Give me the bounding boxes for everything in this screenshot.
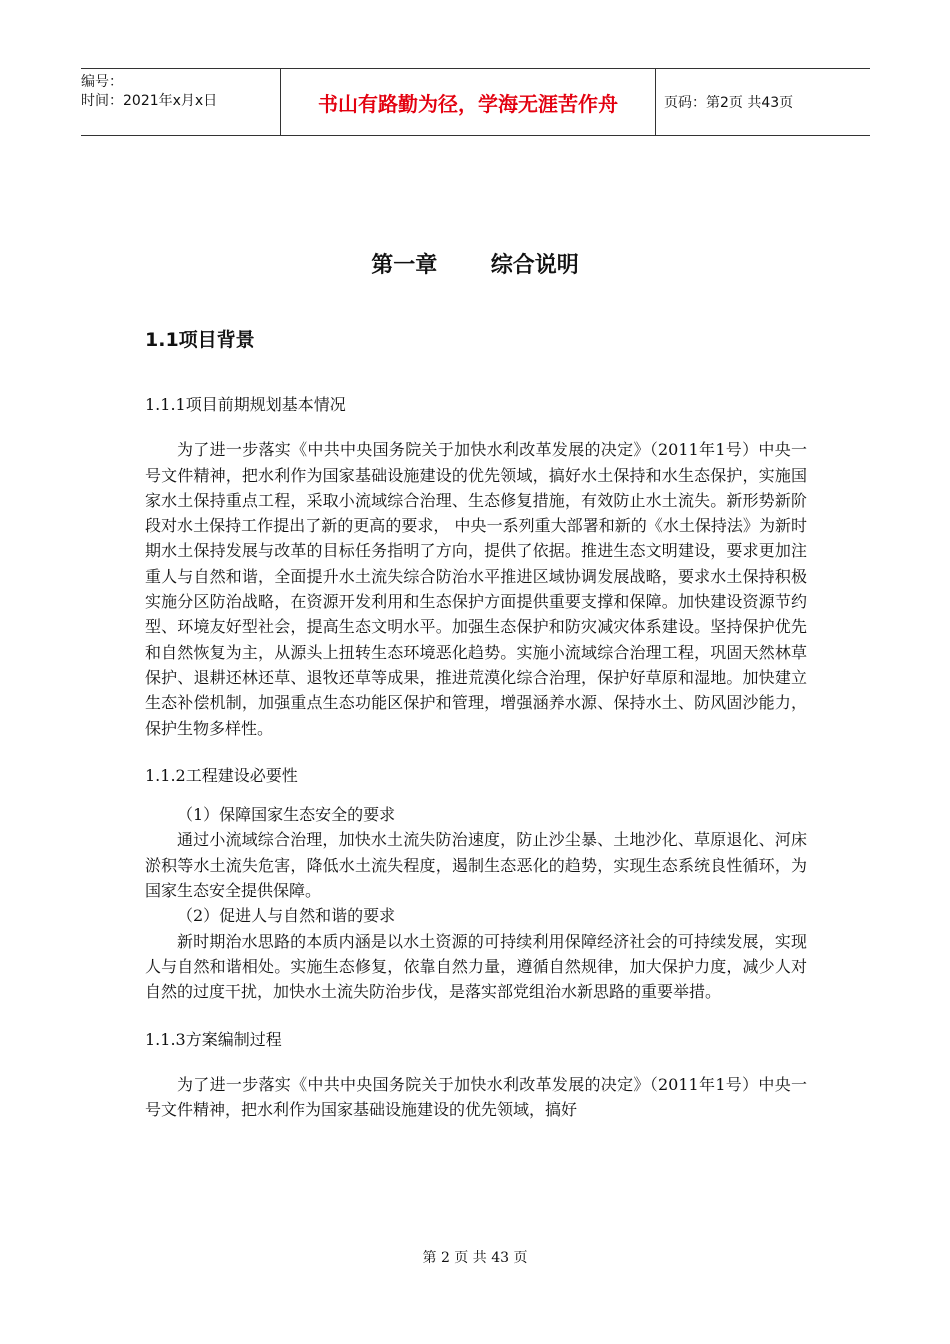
subsection-title-2: 1.1.2工程建设必要性	[145, 765, 298, 785]
item-1-text: 通过小流域综合治理，加快水土流失防治速度，防止沙尘暴、土地沙化、草原退化、河床淤积等水土流失危害，降低水土流失程度，遏制生态恶化的趋势，实现生态系统良性循环，为国家生态安全提供保障。	[145, 830, 807, 901]
item-2-text: 新时期治水思路的本质内涵是以水土资源的可持续利用保障经济社会的可持续发展，实现人与自然和谐相处。实施生态修复，依靠自然力量，遵循自然规律，加大保护力度，减少人对自然的过度干扰，加快水土流失防治步伐，是落实部党组治水新思路的重要举措。	[145, 931, 807, 1002]
number-label: 编号：	[81, 74, 123, 90]
chapter-title: 第一章 综合说明	[371, 253, 579, 278]
header-page-info: 页码：第2页 共43页	[664, 95, 794, 111]
subsection-title-3: 1.1.3方案编制过程	[145, 1029, 282, 1049]
paragraph-1: 为了进一步落实《中共中央国务院关于加快水利改革发展的决定》（2011年1号）中央一号文件精神，把水利作为国家基础设施建设的优先领域，搞好水土保持和水生态保护，实施国家水土保持重点工程，采取小流域综合治理、生态修复措施，有效防止水土流失。新形势新阶段对水土保持工作提出了新的更高的要求， 中央一系列重大部署和新的《水土保持法》为新时期水土保持发展与改革的目标任务指明了方向，提供了依据。推进生态文明建设，要求更加注重人与自然和谐，全面提升水土流失综合防治水平推进区域协调发展战略，要求水土保持积极实施分区防治战略，在资源开发利用和生态保护方面提供重要支撑和保障。加快建设资源节约型、环境友好型社会，提高生态文明水平。加强生态保护和防灾减灾体系建设。坚持保护优先和自然恢复为主，从源头上扭转生态环境恶化趋势。实施小流域综合治理工程，巩固天然林草保护、退耕还林还草、退牧还草等成果，推进荒漠化综合治理，保护好草原和湿地。加快建立生态补偿机制，加强重点生态功能区保护和管理，增强涵养水源、保持水土、防风固沙能力，保护生物多样性。	[145, 440, 807, 738]
header-meta	[81, 69, 280, 135]
paragraph-3: 为了进一步落实《中共中央国务院关于加快水利改革发展的决定》（2011年1号）中央一号文件精神，把水利作为国家基础设施建设的优先领域，搞好	[145, 1074, 807, 1120]
document-body	[145, 392, 807, 1144]
page-footer: 第 2 页 共 43 页	[422, 1250, 528, 1266]
date-label: 时间：2021年x月x日	[81, 93, 218, 109]
subsection-title-1: 1.1.1项目前期规划基本情况	[145, 395, 346, 414]
document-header	[81, 68, 870, 136]
item-2-title: （2）促进人与自然和谐的要求	[177, 906, 396, 926]
header-motto: 书山有路勤为径，学海无涯苦作舟	[280, 69, 656, 135]
item-1-title: （1）保障国家生态安全的要求	[177, 805, 396, 825]
section-title: 1.1项目背景	[145, 329, 255, 351]
